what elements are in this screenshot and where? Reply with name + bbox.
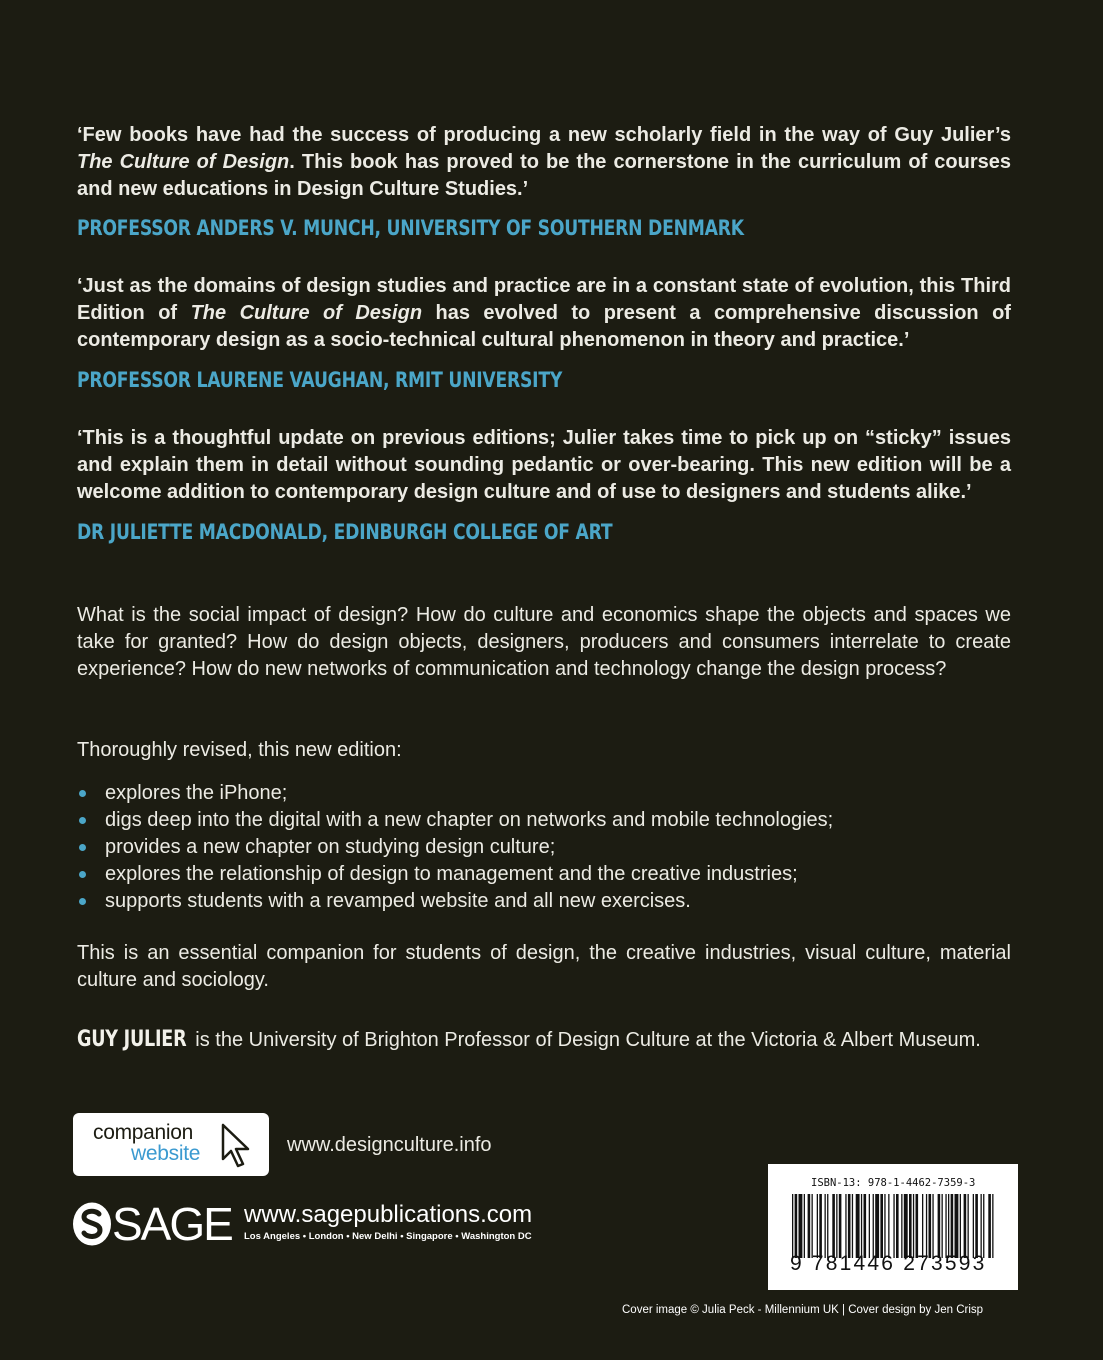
barcode-bar	[832, 1194, 835, 1258]
barcode-bar	[951, 1194, 954, 1258]
sage-logo	[72, 1198, 240, 1250]
barcode-bar	[852, 1194, 853, 1258]
barcode-bar	[875, 1194, 879, 1258]
barcode-bar	[983, 1194, 984, 1258]
website-word: website	[131, 1142, 201, 1165]
author-bio	[77, 1027, 981, 1052]
isbn-label: ISBN-13: 978-1-4462-7359-3	[811, 1177, 976, 1189]
barcode-bar	[864, 1194, 867, 1258]
cover-credit: Cover image © Julia Peck - Millennium UK | Cover design by Jen Crisp	[622, 1304, 984, 1316]
barcode-bar	[848, 1194, 851, 1258]
barcode-bar	[884, 1194, 885, 1258]
barcode-bar	[981, 1194, 982, 1258]
quote-3	[77, 425, 1011, 506]
revised-lead-text: Thoroughly revised, this new edition:	[77, 739, 402, 761]
bullet-icon	[79, 817, 86, 824]
quote-1	[77, 122, 1011, 203]
quote-1-text: ‘Few books have had the success of producing a new scholarly field in the way of Guy Julier’s The Culture of Design. This book has proved to be the cornerstone in the curriculum of courses and new educations in Design Culture Studies.’	[77, 124, 1011, 200]
barcode-bar	[929, 1194, 932, 1258]
barcode-bar	[942, 1194, 943, 1258]
barcode-bar	[922, 1194, 923, 1258]
bullet-icon	[79, 898, 86, 905]
barcode-bar	[888, 1194, 889, 1258]
barcode-bar	[873, 1194, 874, 1258]
barcode-bar	[861, 1194, 862, 1258]
author-bio-text: is the University of Brighton Professor of Design Culture at the Victoria & Albert Museum.	[189, 1029, 981, 1051]
barcode-bar	[799, 1194, 803, 1258]
barcode-bar	[901, 1194, 902, 1258]
sage-wordmark: SAGE	[112, 1198, 232, 1250]
barcode-bar	[913, 1194, 914, 1258]
quote-2	[77, 273, 1011, 354]
barcode-bar	[792, 1194, 793, 1258]
barcode-bar	[992, 1194, 993, 1258]
barcode-bar	[955, 1194, 959, 1258]
list-item: supports students with a revamped website and all new exercises.	[77, 888, 833, 915]
barcode-bar	[836, 1194, 837, 1258]
revised-lead	[77, 737, 1011, 764]
intro-text: What is the social impact of design? How do culture and economics shape the objects and spaces we take for granted? How do design objects, designers, producers and consumers interrelate to create experience? How do new networks of communication and technology change the design process?	[77, 604, 1011, 680]
barcode-bar	[973, 1194, 974, 1258]
barcode-bar	[938, 1194, 941, 1258]
barcode-bar	[932, 1194, 933, 1258]
barcode-bar	[968, 1194, 969, 1258]
quote-2-attribution: PROFESSOR LAURENE VAUGHAN, RMIT UNIVERSITY	[77, 368, 563, 392]
barcode-bar	[988, 1194, 991, 1258]
barcode-bar	[896, 1194, 899, 1258]
barcode-bar	[893, 1194, 894, 1258]
bullet-icon	[79, 871, 86, 878]
barcode-bar	[856, 1194, 860, 1258]
quote-3-attribution: DR JULIETTE MACDONALD, EDINBURGH COLLEGE OF ART	[77, 520, 613, 544]
barcode-bar	[909, 1194, 912, 1258]
feature-list	[77, 780, 833, 915]
sage-s-circle-icon	[72, 1201, 113, 1247]
list-item: digs deep into the digital with a new chapter on networks and mobile technologies;	[77, 807, 833, 834]
companion-website-badge[interactable]	[73, 1113, 269, 1176]
barcode-bar	[948, 1194, 949, 1258]
barcode-bar	[916, 1194, 919, 1258]
bullet-icon	[79, 844, 86, 851]
barcode-bar	[812, 1194, 813, 1258]
barcode-bar	[825, 1194, 826, 1258]
barcode-bar	[839, 1194, 842, 1258]
companion-paragraph	[77, 940, 1011, 994]
publisher-url-link[interactable]: www.sagepublications.com	[244, 1201, 533, 1228]
quote-1-attribution: PROFESSOR ANDERS V. MUNCH, UNIVERSITY OF SOUTHERN DENMARK	[77, 216, 744, 240]
list-item: provides a new chapter on studying design culture;	[77, 834, 833, 861]
cursor-arrow-icon	[221, 1123, 251, 1169]
barcode-bar	[817, 1194, 818, 1258]
barcode-bar	[880, 1194, 883, 1258]
quote-2-text: ‘Just as the domains of design studies and practice are in a constant state of evolution, this Third Edition of The Culture of Design has evolved to present a comprehensive discussion of contemporary design as a socio-technical cultural phenomenon in theory and practice.’	[77, 275, 1011, 351]
barcode-bar	[926, 1194, 927, 1258]
barcode-bar	[869, 1194, 870, 1258]
companion-url-link[interactable]: www.designculture.info	[287, 1134, 492, 1156]
barcode-bar	[827, 1194, 828, 1258]
barcode-bars	[792, 1194, 994, 1258]
isbn-digits: 9 781446 273593	[790, 1252, 987, 1275]
list-item: explores the relationship of design to management and the creative industries;	[77, 861, 833, 888]
barcode-bar	[795, 1194, 798, 1258]
barcode-bar	[975, 1194, 978, 1258]
author-name: GUY JULIER	[77, 1027, 187, 1052]
barcode-bar	[808, 1194, 811, 1258]
companion-text: This is an essential companion for students of design, the creative industries, visual culture, material culture and sociology.	[77, 942, 1011, 991]
barcode-bar	[945, 1194, 946, 1258]
quote-3-text: ‘This is a thoughtful update on previous editions; Julier takes time to pick up on “sticky” issues and explain them in detail without sounding pedantic or over-bearing. This new edition will be a welcome addition to contemporary design culture and of use to designers and students alike.’	[77, 427, 1011, 503]
barcode-bar	[964, 1194, 967, 1258]
intro-paragraph	[77, 602, 1011, 683]
barcode-bar	[819, 1194, 822, 1258]
publisher-cities: Los Angeles • London • New Delhi • Singapore • Washington DC	[244, 1231, 532, 1242]
list-item: explores the iPhone;	[77, 780, 833, 807]
barcode-bar	[960, 1194, 961, 1258]
barcode-bar	[845, 1194, 846, 1258]
barcode-bar	[804, 1194, 805, 1258]
isbn-barcode	[768, 1164, 1018, 1290]
barcode-bar	[904, 1194, 908, 1258]
companion-word: companion	[93, 1121, 194, 1144]
bullet-icon	[79, 790, 86, 797]
